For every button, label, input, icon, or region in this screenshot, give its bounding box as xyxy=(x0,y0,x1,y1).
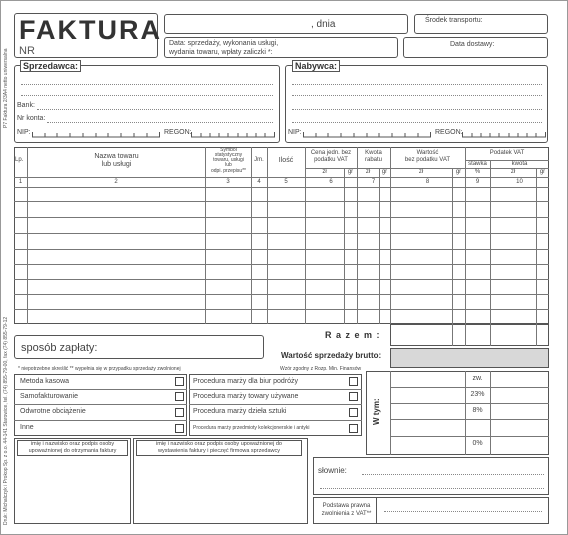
sale-date-label-2: wydania towaru, wpłaty zaliczki *: xyxy=(169,49,273,56)
seller-nip-label: NIP: xyxy=(17,129,31,136)
date-field[interactable] xyxy=(164,14,408,34)
total-label: R a z e m : xyxy=(325,330,381,340)
col-symbol-header-5: odpi. przepisu** xyxy=(210,168,247,174)
unit-zl-vat: zł xyxy=(510,169,516,175)
account-label: Nr konta: xyxy=(17,115,46,122)
col-discount-header-1: Kwota xyxy=(365,150,382,156)
gross-total-field[interactable] xyxy=(390,348,549,368)
option-other: Inne xyxy=(20,424,34,431)
side-text-top: P7 Faktura 2/3A4 netto uniwersalna xyxy=(3,48,9,128)
seller-nip-comb[interactable] xyxy=(32,130,162,138)
receiver-signature-label-1: imię i nazwisko oraz podpis osoby xyxy=(30,441,115,447)
option-margin-art: Procedura marży dzieła sztuki xyxy=(193,408,287,415)
amount-in-words-box[interactable] xyxy=(313,457,549,495)
invoice-number-label: NR xyxy=(19,45,35,57)
side-text-bottom: Druk: Michalczyk i Prokop Sp. z o.o. 44-141 Starowice, tel. (74) 855-79-00, fax (74) 855-79-12 xyxy=(3,316,9,525)
payment-method-label: sposób zapłaty: xyxy=(21,342,98,354)
col-price-header-1: Cena jedn. bez xyxy=(310,150,352,156)
option-other-checkbox[interactable] xyxy=(175,424,184,433)
gross-total-label: Wartość sprzedaży brutto: xyxy=(281,351,382,360)
col-number-8: 8 xyxy=(425,179,430,185)
receiver-signature-label-2: upoważnionej do otrzymania faktury xyxy=(28,448,117,454)
unit-gr-vat: gr xyxy=(539,169,546,175)
col-symbol-header-3: towaru, usługi xyxy=(213,157,244,163)
col-vat-header: Podatek VAT xyxy=(489,150,525,156)
col-symbol-header-2: statystyczny xyxy=(214,152,243,158)
vat-rate-8: 8% xyxy=(472,407,483,414)
vat-exemption-basis-box[interactable] xyxy=(313,497,549,524)
date-label: , dnia xyxy=(311,19,336,30)
buyer-box[interactable] xyxy=(285,65,548,143)
transport-field[interactable] xyxy=(414,14,548,34)
col-net-value-header-1: Wartość xyxy=(416,150,439,156)
col-price-header-2: podatku VAT xyxy=(314,157,348,163)
vat-exemption-basis-label-1: Podstawa prawna xyxy=(322,503,371,509)
unit-percent: % xyxy=(474,169,481,175)
delivery-date-label: Data dostawy: xyxy=(450,41,495,48)
col-number-1: 1 xyxy=(18,179,23,185)
col-jm-header: Jm. xyxy=(254,157,264,163)
issuer-signature-label-2: wystawienia faktury i pieczęć firmowa sprzedawcy xyxy=(158,448,280,454)
option-self-billing: Samofakturowanie xyxy=(20,393,78,400)
option-margin-collectibles-checkbox[interactable] xyxy=(349,424,358,433)
col-number-3: 3 xyxy=(226,179,230,185)
vat-rate-0: 0% xyxy=(472,440,483,447)
col-number-5: 5 xyxy=(284,179,288,185)
total-row[interactable] xyxy=(390,324,549,346)
col-number-10: 10 xyxy=(516,179,523,185)
col-name-header-1: Nazwa towaru xyxy=(94,153,139,160)
sale-date-field[interactable] xyxy=(164,37,398,58)
col-vat-amount-header: kwota xyxy=(511,161,528,167)
col-symbol-header-1: Symbol xyxy=(220,147,237,153)
vat-rate-23: 23% xyxy=(470,391,485,398)
vat-breakdown-label: W tym: xyxy=(372,398,381,425)
col-name-header-2: lub usługi xyxy=(101,161,132,168)
option-margin-art-checkbox[interactable] xyxy=(349,408,358,417)
col-vat-rate-header: stawka xyxy=(468,161,487,167)
vat-breakdown xyxy=(366,371,549,455)
col-number-9: 9 xyxy=(475,179,480,185)
col-number-2: 2 xyxy=(114,179,118,185)
option-reverse-charge: Odwrotne obciążenie xyxy=(20,408,86,415)
buyer-nip-comb[interactable] xyxy=(303,130,433,138)
receiver-signature-box[interactable] xyxy=(14,438,131,524)
unit-gr-net: gr xyxy=(455,169,462,175)
footnote-left: * niepotrzebne skreślić ** wypełnia się w przypadku sprzedaży zwolnionej xyxy=(18,366,181,372)
buyer-regon-label: REGON: xyxy=(435,129,463,136)
option-margin-travel-checkbox[interactable] xyxy=(349,377,358,386)
buyer-nip-label: NIP: xyxy=(288,129,302,136)
seller-box[interactable] xyxy=(14,65,280,143)
col-net-value-header-2: bez podatku VAT xyxy=(404,157,451,163)
col-number-4: 4 xyxy=(257,179,261,185)
payment-method-field[interactable] xyxy=(14,335,264,359)
unit-gr-discount: gr xyxy=(381,169,388,175)
option-margin-used-goods-checkbox[interactable] xyxy=(349,392,358,401)
seller-regon-comb[interactable] xyxy=(191,130,277,138)
col-symbol-header-4: lub xyxy=(225,162,232,168)
buyer-regon-comb[interactable] xyxy=(462,130,548,138)
sale-date-label-1: Data: sprzedaży, wykonania usługi, xyxy=(169,40,279,47)
invoice-title: FAKTURA xyxy=(19,15,162,45)
col-number-7: 7 xyxy=(371,179,376,185)
issuer-signature-label-1: imię i nazwisko oraz podpis osoby upoważnionej do xyxy=(156,441,282,447)
vat-rate-zw: zw. xyxy=(472,375,483,382)
seller-regon-label: REGON: xyxy=(164,129,192,136)
option-self-billing-checkbox[interactable] xyxy=(175,392,184,401)
col-lp-header: Lp. xyxy=(15,157,24,163)
option-cash-method: Metoda kasowa xyxy=(20,378,70,385)
option-margin-travel: Procedura marży dla biur podróży xyxy=(193,378,299,385)
unit-zl-discount: zł xyxy=(365,169,371,175)
option-margin-used-goods: Procedura marży towary używane xyxy=(193,393,299,400)
col-number-6: 6 xyxy=(329,179,333,185)
unit-gr-price: gr xyxy=(347,169,354,175)
buyer-title: Nabywca: xyxy=(292,60,340,72)
title-box xyxy=(14,13,162,58)
unit-zl-price: zł xyxy=(322,169,327,175)
col-discount-header-2: rabatu xyxy=(364,157,382,163)
vat-exemption-basis-label-2: zwolnienia z VAT** xyxy=(321,511,372,517)
option-cash-method-checkbox[interactable] xyxy=(175,377,184,386)
seller-title: Sprzedawca: xyxy=(20,60,81,72)
option-reverse-charge-checkbox[interactable] xyxy=(175,408,184,417)
unit-zl-net: zł xyxy=(418,169,424,175)
delivery-date-field[interactable] xyxy=(403,37,548,58)
bank-label: Bank: xyxy=(17,102,35,109)
transport-label: Środek transportu: xyxy=(425,17,483,24)
issuer-signature-box[interactable] xyxy=(133,438,308,524)
col-ilosc-header: Ilość xyxy=(278,157,294,164)
amount-in-words-label: słownie: xyxy=(318,466,347,475)
footnote-right: Wzór zgodny z Rozp. Min. Finansów xyxy=(280,366,362,372)
option-margin-collectibles: Procedura marży przedmioty kolekcjonerskie i antyki xyxy=(193,425,310,431)
